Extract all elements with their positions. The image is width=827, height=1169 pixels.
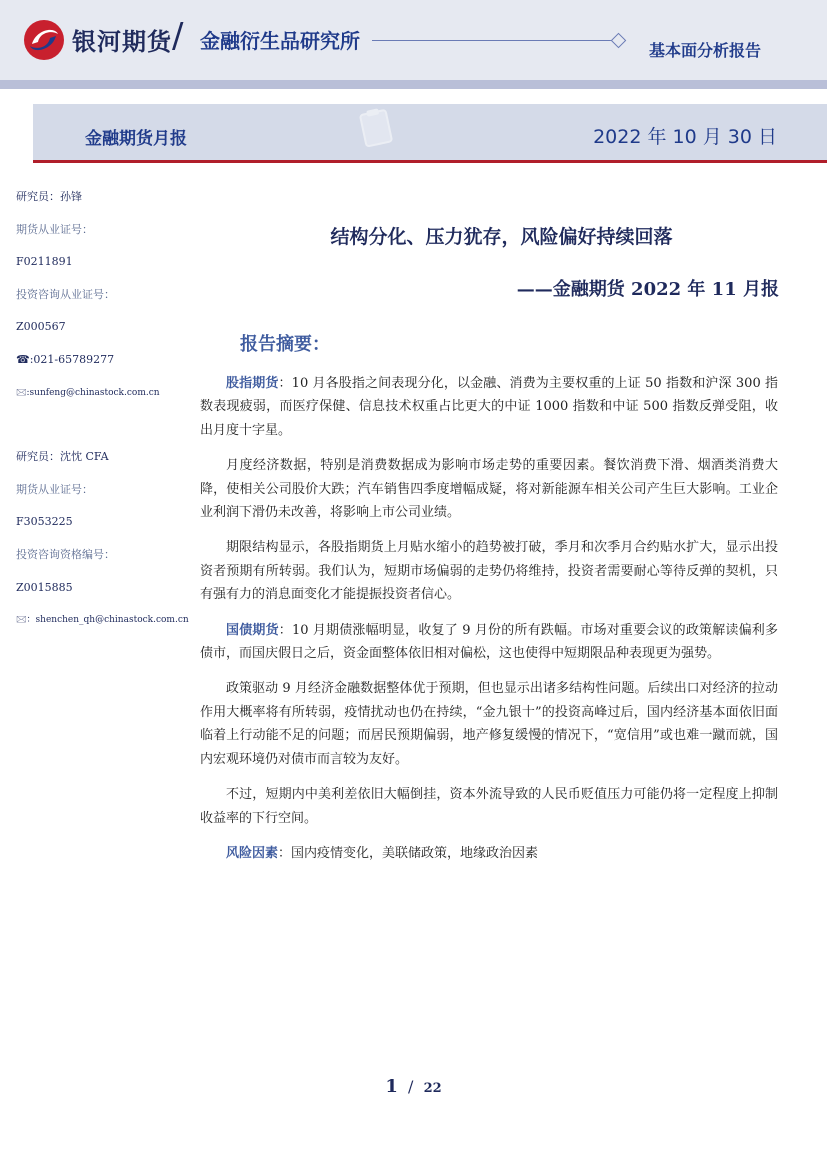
header-stripe bbox=[0, 80, 827, 89]
brand-slash: / bbox=[172, 16, 184, 56]
analyst-1-email[interactable]: 🖂:sunfeng@chinastock.com.cn bbox=[16, 387, 160, 398]
total-pages: 22 bbox=[423, 1081, 442, 1096]
paragraph-text: 期限结构显示，各股指期货上月贴水缩小的趋势被打破，季月和次季月合约贴水扩大，显示出投资者预期有所转弱。我们认为，短期市场偏弱的走势仍将维持，投资者需要耐心等待反弹的契机，只有强有力的消息面变化才能提振投资者信心。 bbox=[200, 540, 778, 603]
analyst-1-license-label: 期货从业证号： bbox=[16, 222, 93, 236]
paragraph-text: 不过，短期内中美利差依旧大幅倒挂，资本外流导致的人民币贬值压力可能仍将一定程度上抑制收益率的下行空间。 bbox=[200, 787, 778, 826]
paragraph-lead: 股指期货 bbox=[226, 376, 279, 391]
header-rule bbox=[372, 40, 615, 41]
clipboard-icon bbox=[355, 108, 399, 148]
analyst-2-email[interactable]: 🖂：shenchen_qh@chinastock.com.cn bbox=[16, 615, 189, 626]
paragraph-text: 政策驱动 9 月经济金融数据整体优于预期，但也显示出诸多结构性问题。后续出口对经济的拉动作用大概率将有所转弱，疫情扰动也仍在持续，“金九银十”的投资高峰过后，国内经济基本面依旧面临着上行动能不足的问题；而居民预期偏弱，地产修复缓慢的情况下，“宽信用”或也难一蹴而就，国内宏观环境仍对债市而言较为友好。 bbox=[200, 681, 778, 767]
report-title: 结构分化、压力犹存，风险偏好持续回落 bbox=[330, 226, 673, 248]
analyst-2-consult: Z0015885 bbox=[16, 580, 73, 594]
banner-red-rule bbox=[33, 160, 827, 163]
analyst-1-license: F0211891 bbox=[16, 255, 73, 269]
analyst-1-consult-label: 投资咨询从业证号： bbox=[16, 287, 115, 301]
analyst-2-license: F3053225 bbox=[16, 515, 73, 529]
report-subtitle: ——金融期货 2022 年 11 月报 bbox=[516, 279, 779, 300]
analyst-sidebar bbox=[16, 190, 191, 646]
report-kind: 基本面分析报告 bbox=[648, 41, 761, 60]
paragraph bbox=[200, 783, 778, 830]
banner-date: 2022 年 10 月 30 日 bbox=[593, 126, 777, 148]
page-number bbox=[0, 1076, 827, 1097]
analyst-2-name: 研究员：沈忱 CFA bbox=[16, 450, 109, 464]
abstract-heading: 报告摘要： bbox=[240, 334, 330, 355]
paragraph-lead: 风险因素 bbox=[226, 845, 279, 861]
paragraph-text: ：10 月期债涨幅明显，收复了 9 月份的所有跌幅。市场对重要会议的政策解读偏利多债市，而国庆假日之后，资金面整体依旧相对偏松，这也使得中短期限品种表现更为强势。 bbox=[200, 622, 778, 662]
current-page: 1 bbox=[385, 1076, 398, 1097]
analyst-2-license-label: 期货从业证号： bbox=[16, 482, 93, 496]
logo-icon bbox=[22, 18, 66, 62]
paragraph bbox=[200, 619, 778, 666]
paragraph bbox=[200, 842, 778, 865]
analyst-1-phone: ☎:021-65789277 bbox=[16, 352, 115, 366]
page-separator: / bbox=[408, 1077, 414, 1096]
brand-name: 银河期货 bbox=[72, 28, 172, 56]
paragraph-text: ：10 月各股指之间表现分化，以金融、消费为主要权重的上证 50 指数和沪深 300 指数表现疲弱，而医疗保健、信息技术权重占比更大的中证 1000 指数和中证 500 指数反弹受阻，收出月度十字星。 bbox=[200, 376, 778, 438]
abstract-body bbox=[200, 372, 778, 877]
analyst-1-consult: Z000567 bbox=[16, 320, 66, 334]
banner-title: 金融期货月报 bbox=[85, 129, 187, 149]
paragraph bbox=[200, 677, 778, 771]
paragraph-text: 月度经济数据，特别是消费数据成为影响市场走势的重要因素。餐饮消费下滑、烟酒类消费大降，使相关公司股价大跌；汽车销售四季度增幅成疑，将对新能源车相关公司产生巨大影响。工业企业利润下滑仍未改善，将影响上市公司业绩。 bbox=[200, 458, 778, 521]
paragraph-text: ：国内疫情变化，美联储政策，地缘政治因素 bbox=[278, 845, 539, 861]
paragraph bbox=[200, 454, 778, 524]
institute-name: 金融衍生品研究所 bbox=[200, 29, 360, 53]
sidebar-gap bbox=[16, 418, 191, 450]
paragraph bbox=[200, 372, 778, 442]
paragraph bbox=[200, 536, 778, 606]
analyst-1-name: 研究员：孙锋 bbox=[16, 190, 82, 203]
paragraph-lead: 国债期货 bbox=[226, 622, 279, 638]
analyst-2-consult-label: 投资咨询资格编号： bbox=[16, 547, 115, 561]
